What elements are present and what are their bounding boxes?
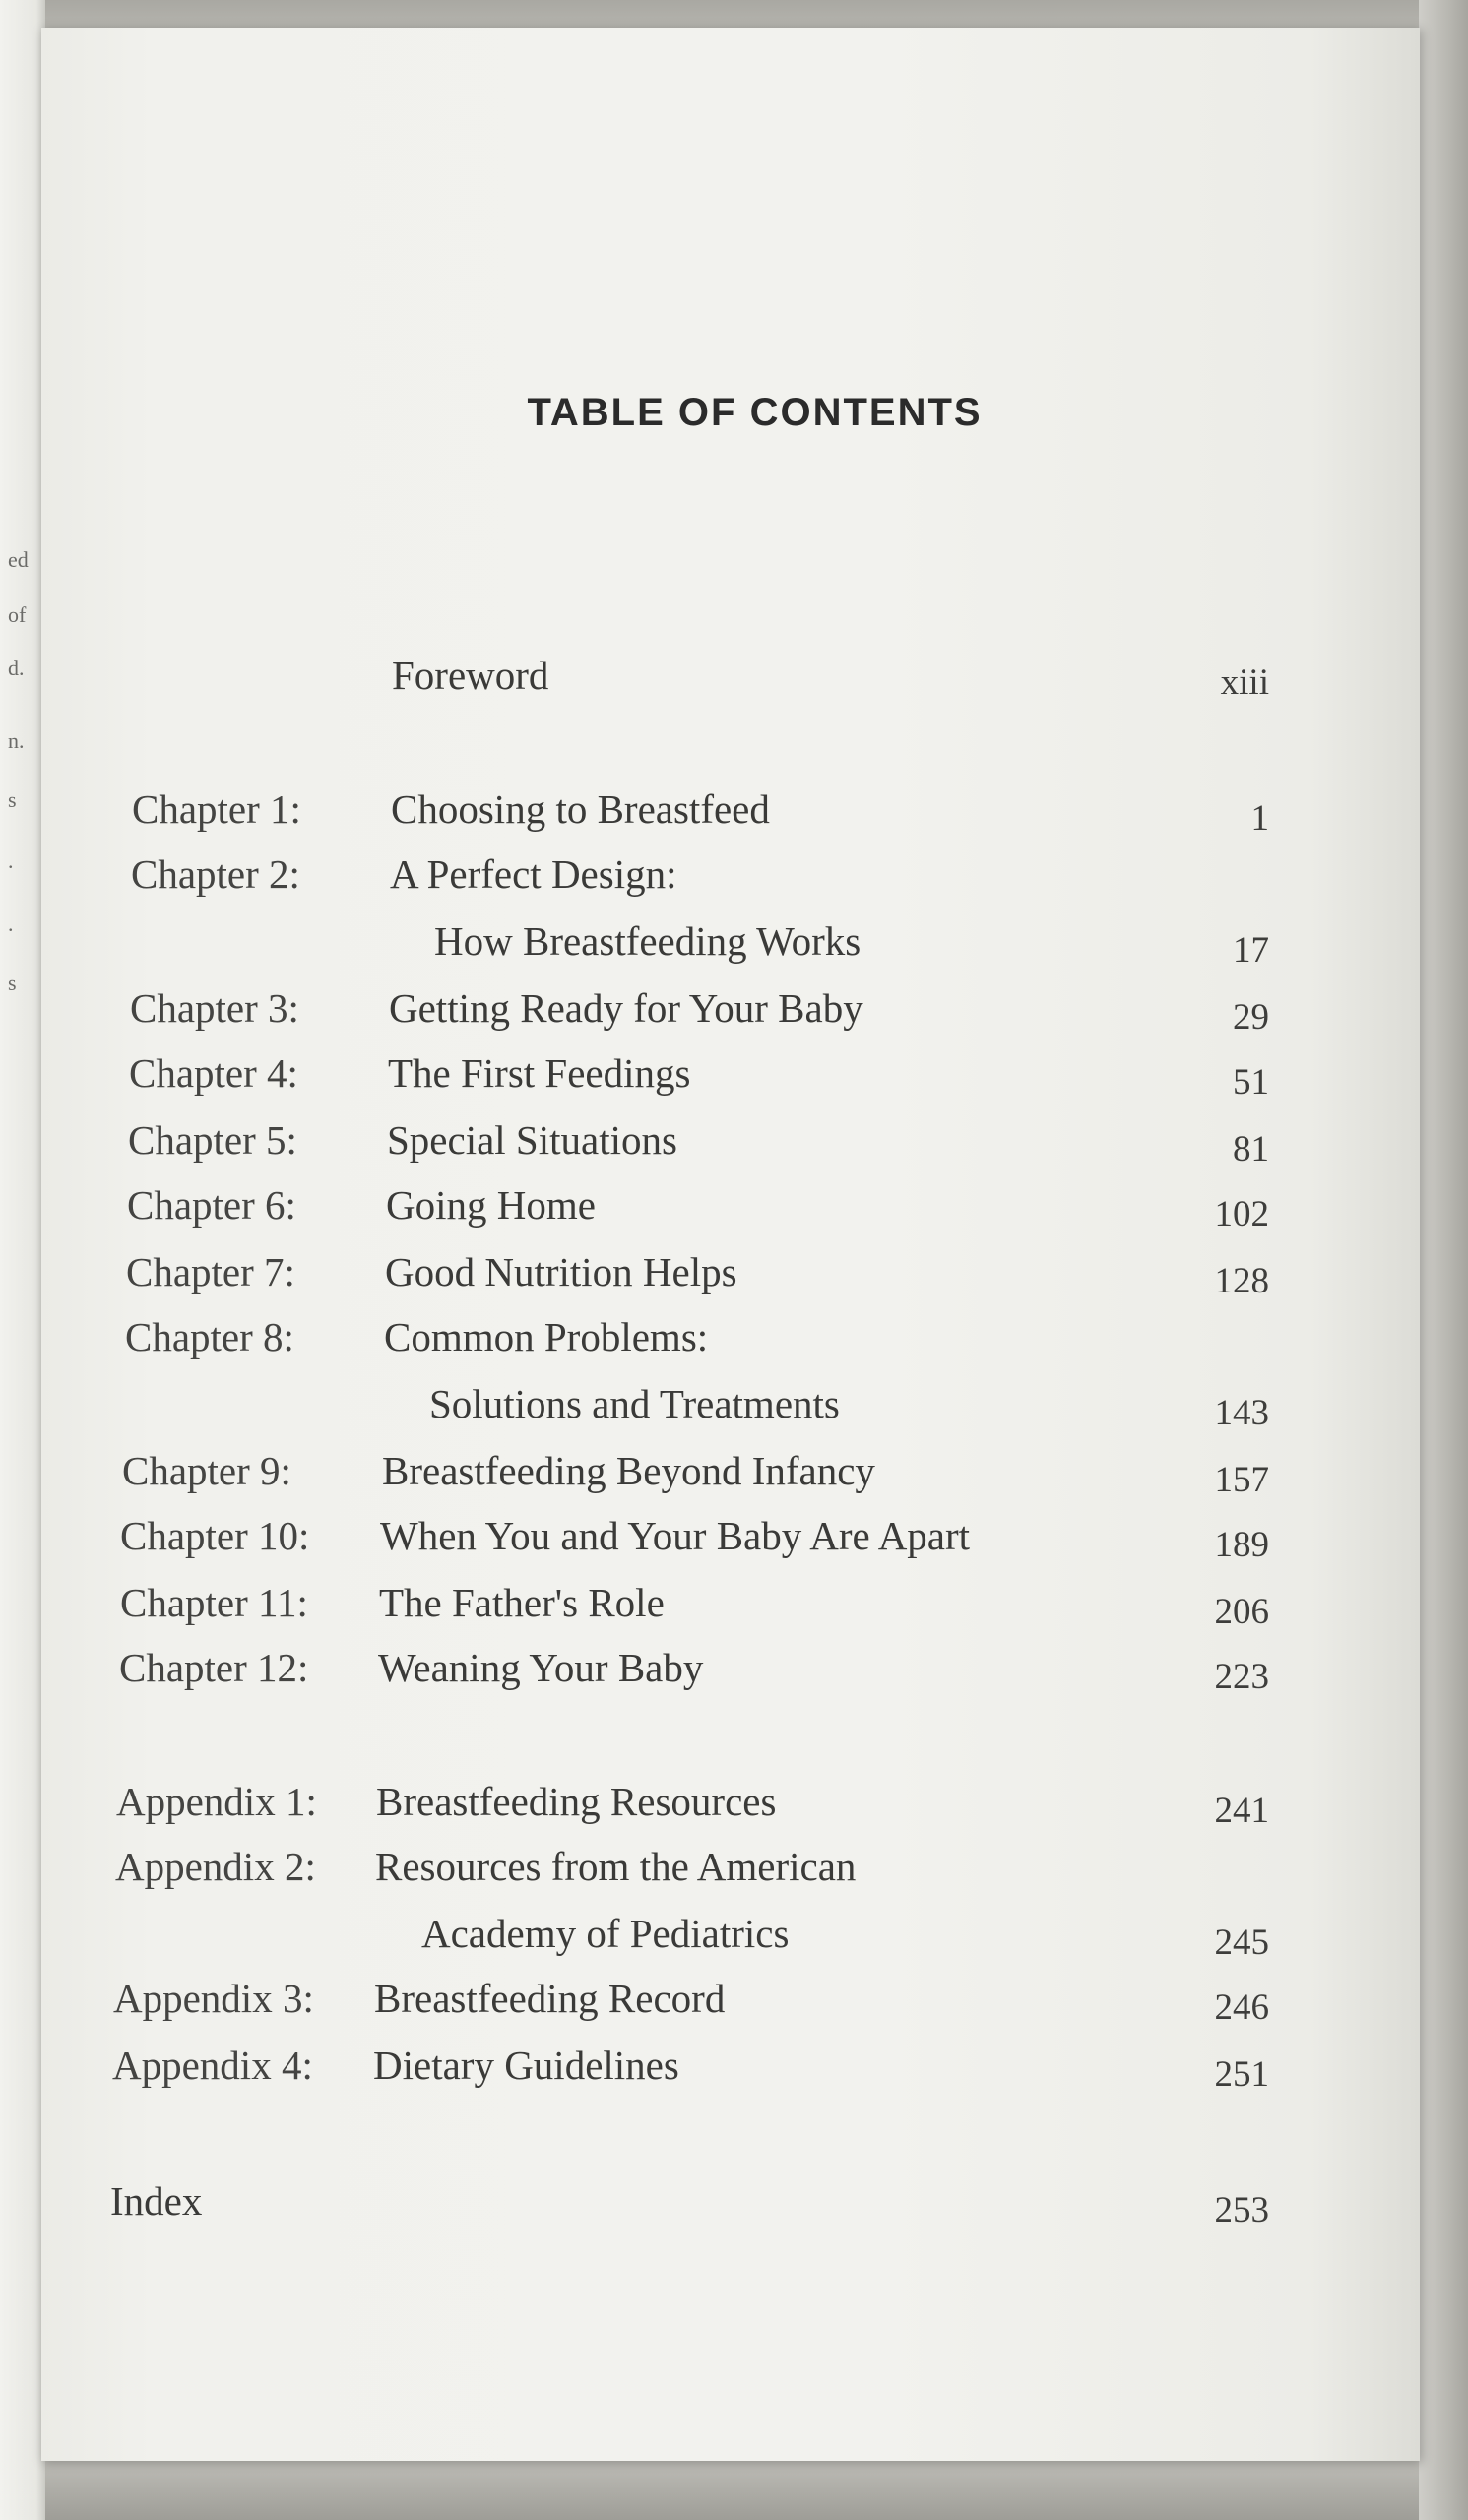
toc-entry-title: Going Home <box>386 1182 596 1228</box>
toc-entry-chapter-12 <box>0 1644 1468 1703</box>
toc-entry-title: Resources from the American <box>375 1844 857 1889</box>
toc-entry-chapter-10 <box>0 1512 1468 1571</box>
toc-entry-appendix-2-cont <box>0 1910 1468 1969</box>
toc-entry-page: xiii <box>1220 662 1269 703</box>
toc-entry-page: 251 <box>1214 2054 1269 2095</box>
toc-entry-label: Appendix 3: <box>113 1976 314 2021</box>
toc-entry-label: Chapter 9: <box>122 1448 291 1493</box>
toc-entry-page: 253 <box>1214 2190 1269 2231</box>
toc-entry-page: 51 <box>1233 1062 1269 1102</box>
toc-entry-chapter-9 <box>0 1447 1468 1506</box>
toc-entry-title: Good Nutrition Helps <box>385 1249 737 1294</box>
toc-entry-label: Chapter 11: <box>120 1580 308 1625</box>
toc-entry-chapter-8-cont <box>0 1380 1468 1439</box>
toc-entry-label: Chapter 2: <box>131 851 300 897</box>
toc-entry-page: 143 <box>1214 1393 1269 1433</box>
toc-entry-label: Chapter 6: <box>127 1182 296 1228</box>
toc-entry-page: 81 <box>1233 1129 1269 1169</box>
toc-entry-title: Dietary Guidelines <box>373 2043 679 2088</box>
toc-entry-title: Common Problems: <box>384 1314 709 1359</box>
toc-entry-label: Appendix 1: <box>116 1779 317 1824</box>
toc-entry-title: Breastfeeding Beyond Infancy <box>382 1448 875 1493</box>
toc-entry-chapter-11 <box>0 1579 1468 1638</box>
page-title: TABLE OF CONTENTS <box>527 391 983 434</box>
toc-entry-appendix-2 <box>0 1843 1468 1902</box>
toc-entry-label: Chapter 10: <box>120 1513 310 1558</box>
toc-entry-title: Solutions and Treatments <box>429 1381 840 1426</box>
toc-entry-label: Chapter 7: <box>126 1249 295 1294</box>
toc-entry-title: How Breastfeeding Works <box>434 918 862 964</box>
toc-entry-title: Breastfeeding Record <box>374 1976 726 2021</box>
toc-entry-chapter-2-cont <box>0 917 1468 976</box>
toc-entry-label: Appendix 2: <box>115 1844 316 1889</box>
toc-entry-title: Special Situations <box>387 1117 677 1163</box>
toc-entry-appendix-1 <box>0 1778 1468 1837</box>
toc-entry-page: 157 <box>1214 1460 1269 1500</box>
toc-entry-foreword <box>0 652 1468 711</box>
toc-entry-page: 128 <box>1214 1261 1269 1301</box>
toc-entry-title: The First Feedings <box>388 1050 691 1096</box>
toc-entry-page: 246 <box>1214 1987 1269 2028</box>
toc-entry-chapter-1 <box>0 786 1468 845</box>
toc-entry-page: 102 <box>1214 1194 1269 1234</box>
previous-page-edge: ed of d. n. s . . s <box>0 0 45 2520</box>
toc-entry-chapter-8 <box>0 1313 1468 1372</box>
toc-entry-label: Chapter 8: <box>125 1314 294 1359</box>
toc-entry-label: Chapter 1: <box>132 787 301 832</box>
toc-entry-chapter-3 <box>0 984 1468 1043</box>
toc-entry-page: 241 <box>1214 1791 1269 1831</box>
toc-entry-title: A Perfect Design: <box>390 851 677 897</box>
toc-entry-page: 29 <box>1233 997 1269 1038</box>
toc-entry-title: Weaning Your Baby <box>378 1645 704 1690</box>
toc-entry-label: Chapter 5: <box>128 1117 297 1163</box>
toc-entry-title: When You and Your Baby Are Apart <box>380 1513 971 1558</box>
toc-entry-title: The Father's Role <box>379 1580 665 1625</box>
toc-entry-label: Chapter 3: <box>130 985 299 1031</box>
toc-entry-title: Index <box>110 2178 203 2224</box>
toc-entry-page: 206 <box>1214 1592 1269 1632</box>
toc-entry-index <box>0 2177 1468 2236</box>
toc-entry-page: 245 <box>1214 1922 1269 1963</box>
toc-entry-appendix-3 <box>0 1975 1468 2034</box>
toc-entry-page: 223 <box>1214 1657 1269 1697</box>
toc-entry-appendix-4 <box>0 2042 1468 2101</box>
toc-entry-title: Foreword <box>392 653 549 698</box>
toc-entry-title: Academy of Pediatrics <box>421 1911 790 1956</box>
toc-entry-chapter-2 <box>0 850 1468 910</box>
toc-entry-label: Appendix 4: <box>112 2043 313 2088</box>
toc-entry-page: 17 <box>1233 930 1269 971</box>
toc-entry-label: Chapter 12: <box>119 1645 309 1690</box>
toc-entry-title: Choosing to Breastfeed <box>391 787 770 832</box>
toc-entry-title: Breastfeeding Resources <box>376 1779 777 1824</box>
toc-entry-label: Chapter 4: <box>129 1050 298 1096</box>
toc-entry-page: 1 <box>1250 798 1269 839</box>
toc-entry-page: 189 <box>1214 1525 1269 1565</box>
toc-entry-chapter-4 <box>0 1049 1468 1108</box>
toc-entry-chapter-7 <box>0 1248 1468 1307</box>
toc-entry-chapter-5 <box>0 1116 1468 1175</box>
toc-entry-title: Getting Ready for Your Baby <box>389 985 863 1031</box>
toc-entry-chapter-6 <box>0 1181 1468 1240</box>
